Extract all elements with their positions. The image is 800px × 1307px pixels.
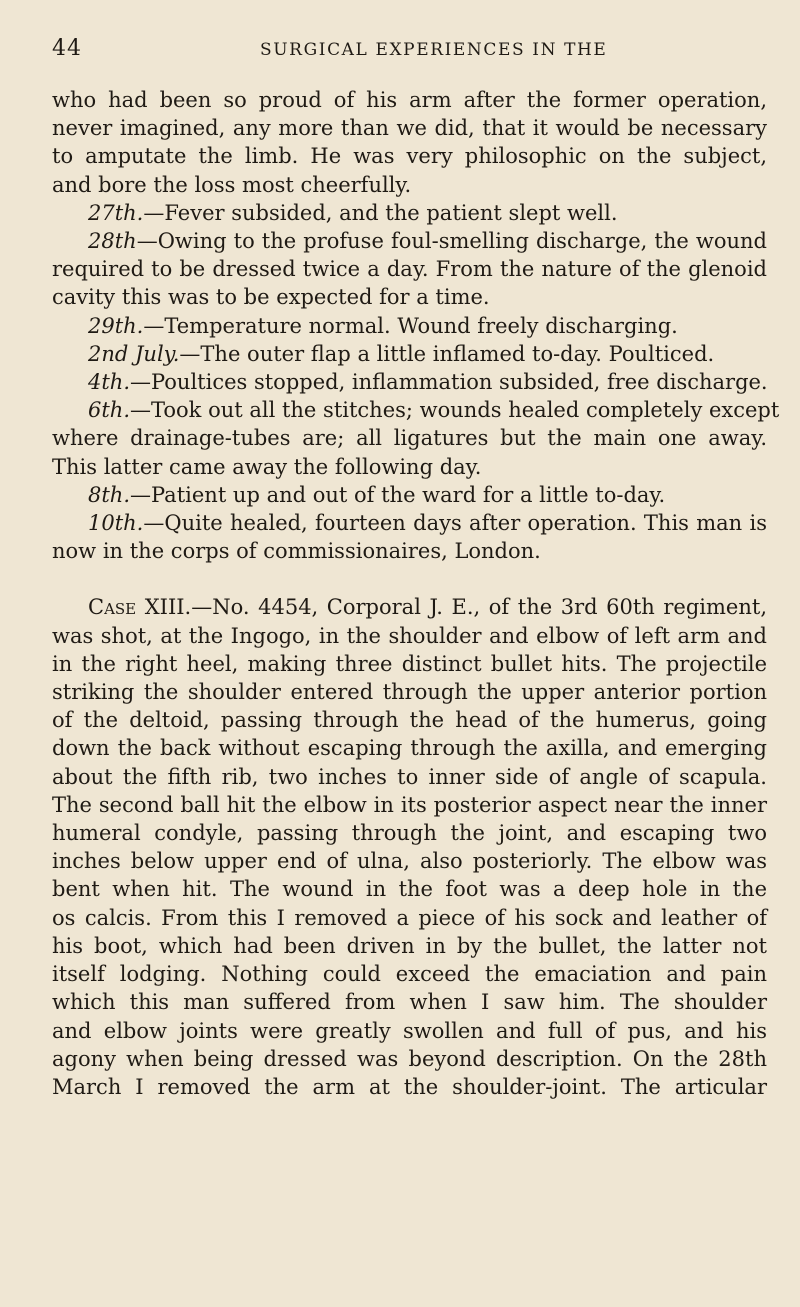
text-line: humeral condyle, passing through the joint, and escaping two (52, 821, 767, 846)
text-line: of the deltoid, passing through the head of the humerus, going (52, 708, 767, 733)
text-line: who had been so proud of his arm after the former operation, (52, 88, 767, 112)
case-label: Case XIII. (88, 595, 192, 620)
entry-date: 29th. (88, 313, 144, 338)
entry-date: 8th. (88, 482, 130, 507)
text-line: in the right heel, making three distinct bullet hits. The projectile (52, 651, 767, 676)
entry-date: 27th. (88, 200, 144, 225)
case-heading-line: Case XIII.—No. 4454, Corporal J. E., of the 3rd 60th regiment, (88, 595, 767, 620)
text-line: never imagined, any more than we did, that it would be necessary (52, 116, 767, 141)
body-text (52, 86, 780, 1101)
dated-entry-line: 28th—Owing to the profuse foul-smelling discharge, the wound (88, 229, 767, 254)
text-line: agony when being dressed was beyond description. On the 28th (52, 1046, 767, 1071)
text-line: bent when hit. The wound in the foot was a deep hole in the (52, 877, 767, 902)
text-line: now in the corps of commissionaires, London. (52, 539, 541, 564)
text-line: was shot, at the Ingogo, in the shoulder and elbow of left arm and (52, 623, 767, 648)
dated-entry-line: 8th.—Patient up and out of the ward for a little to-day. (88, 482, 666, 507)
paragraph-gap (52, 565, 767, 593)
page-number: 44 (52, 36, 82, 61)
entry-date: 2nd July. (88, 341, 180, 366)
text-line: his boot, which had been driven in by the bullet, the latter not (52, 933, 767, 958)
text-line: where drainage-tubes are; all ligatures but the main one away. (52, 426, 767, 451)
entry-date: 6th. (88, 398, 130, 423)
dated-entry-line: 27th.—Fever subsided, and the patient slept well. (88, 200, 618, 225)
text-line: striking the shoulder entered through the upper anterior portion (52, 680, 767, 705)
dated-entry-line: 2nd July.—The outer flap a little inflamed to-day. Poulticed. (88, 341, 715, 366)
dated-entry-line: 29th.—Temperature normal. Wound freely discharging. (88, 313, 678, 338)
text-line: and bore the loss most cheerfully. (52, 172, 412, 197)
text-line: inches below upper end of ulna, also posteriorly. The elbow was (52, 849, 767, 874)
text-line: itself lodging. Nothing could exceed the emaciation and pain (52, 962, 767, 987)
entry-date: 4th. (88, 370, 130, 395)
text-line: required to be dressed twice a day. From the nature of the glenoid (52, 257, 767, 282)
dated-entry-line: 4th.—Poultices stopped, inflammation subsided, free discharge. (88, 370, 768, 395)
text-line: about the fifth rib, two inches to inner side of angle of scapula. (52, 764, 767, 789)
dated-entry-line: 10th.—Quite healed, fourteen days after operation. This man is (88, 511, 767, 536)
text-line: This latter came away the following day. (52, 454, 482, 479)
text-line: March I removed the arm at the shoulder-joint. The articular (52, 1074, 767, 1099)
text-line: down the back without escaping through the axilla, and emerging (52, 736, 767, 761)
entry-date: 28th (88, 229, 137, 254)
text-line: os calcis. From this I removed a piece of his sock and leather of (52, 905, 767, 930)
entry-date: 10th. (88, 511, 144, 536)
text-line: which this man suffered from when I saw him. The shoulder (52, 990, 767, 1015)
text-line: cavity this was to be expected for a time. (52, 285, 490, 310)
running-title: SURGICAL EXPERIENCES IN THE (260, 40, 608, 60)
text-line: The second ball hit the elbow in its posterior aspect near the inner (52, 792, 767, 817)
text-line: and elbow joints were greatly swollen and full of pus, and his (52, 1018, 767, 1043)
running-header (52, 36, 764, 74)
dated-entry-line: 6th.—Took out all the stitches; wounds healed completely except (88, 398, 780, 423)
text-line: to amputate the limb. He was very philosophic on the subject, (52, 144, 767, 169)
